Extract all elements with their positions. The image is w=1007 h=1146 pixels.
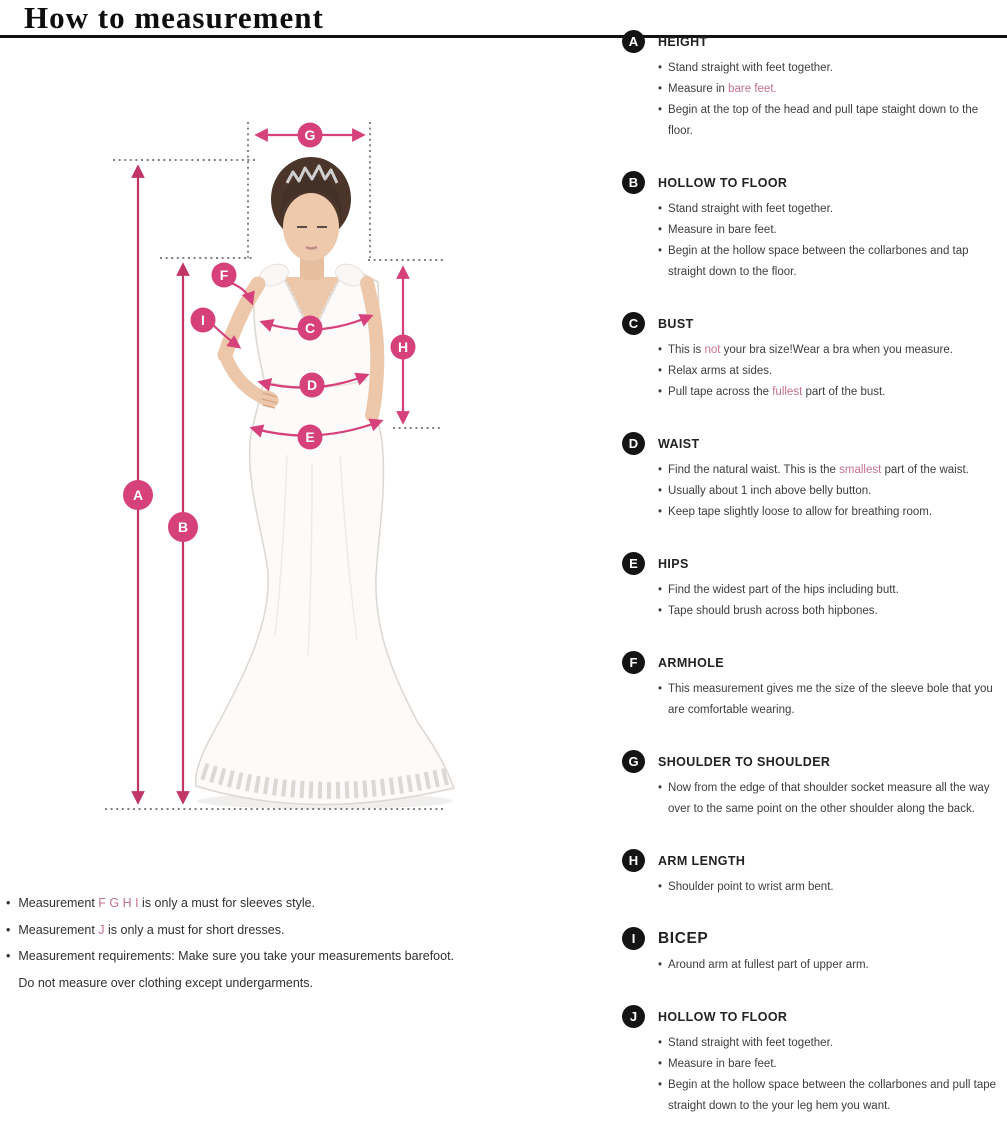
bullet-text: This is not your bra size!Wear a bra when you measure. [668, 344, 953, 356]
bullet-list [622, 778, 1004, 820]
diagram-marker-C [298, 316, 323, 341]
highlight-text: F G H I [98, 896, 139, 910]
bullet-marker: • [658, 1079, 663, 1091]
letter-badge-I: I [622, 927, 645, 950]
bullet-marker: • [6, 949, 11, 963]
measurement-item-D [622, 432, 1004, 523]
note-text: Measurement F G H I is only a must for sleeves style. [18, 896, 316, 910]
bullet-item [658, 1054, 1004, 1075]
page-title: How to measurement [24, 0, 324, 35]
bullet-text: Find the natural waist. This is the smallest part of the waist. [668, 464, 969, 476]
letter-badge-C: C [622, 312, 645, 335]
measurement-item-H [622, 849, 1004, 898]
bullet-list [622, 580, 1004, 622]
bullet-marker: • [6, 922, 11, 937]
bullet-list [622, 955, 1004, 976]
bullet-item [658, 1033, 1004, 1054]
bullet-list [622, 460, 1004, 523]
bullet-text: Around arm at fullest part of upper arm. [668, 959, 869, 971]
bullet-list [622, 877, 1004, 898]
bullet-marker: • [658, 605, 663, 617]
bullet-item [658, 199, 1004, 220]
marker-letter-B: B [177, 519, 189, 535]
model-figure [196, 157, 454, 809]
bullet-marker: • [658, 224, 663, 236]
bullet-text: Stand straight with feet together. [668, 62, 833, 74]
bullet-item [658, 58, 1004, 79]
marker-letter-E: E [305, 429, 315, 445]
bullet-text: Pull tape across the fullest part of the bust. [668, 386, 886, 398]
measurement-item-C [622, 312, 1004, 403]
note-item-1 [6, 890, 601, 917]
bullet-marker: • [658, 83, 663, 95]
letter-badge-H: H [622, 849, 645, 872]
bullet-text: Find the widest part of the hips including butt. [668, 584, 899, 596]
bullet-text: Measure in bare feet. [668, 83, 777, 95]
diagram-marker-E [298, 425, 323, 450]
bullet-text: Tape should brush across both hipbones. [668, 605, 878, 617]
bullet-text: Measure in bare feet. [668, 224, 777, 236]
bullet-marker: • [658, 62, 663, 74]
bullet-list [622, 679, 1004, 721]
bullet-marker: • [658, 881, 663, 893]
measurement-heading-row [622, 1005, 1004, 1028]
measurement-title: WAIST [658, 436, 700, 451]
measurement-heading-row [622, 312, 1004, 335]
diagram-marker-F [212, 263, 237, 288]
diagram-marker-D [300, 373, 325, 398]
bullet-marker: • [658, 245, 663, 257]
bullet-marker: • [658, 1037, 663, 1049]
diagram-marker-H [391, 335, 416, 360]
bullet-item [658, 481, 1004, 502]
measurement-item-A [622, 30, 1004, 142]
letter-badge-D: D [622, 432, 645, 455]
bullet-text: Relax arms at sides. [668, 365, 773, 377]
bullet-text: Begin at the hollow space between the collarbones and tap straight down to the floor. [668, 245, 969, 278]
bullet-text: Begin at the hollow space between the collarbones and pull tape straight down to the your leg hem you want. [668, 1079, 997, 1112]
bullet-marker: • [658, 959, 663, 971]
bullet-text: Begin at the top of the head and pull tape staight down to the floor. [668, 104, 979, 137]
bullet-item [658, 79, 1004, 100]
bullet-item [658, 601, 1004, 622]
bullet-text: Keep tape slightly loose to allow for breathing room. [668, 506, 933, 518]
measurement-item-J [622, 1005, 1004, 1117]
bullet-list [622, 340, 1004, 403]
measurement-item-E [622, 552, 1004, 622]
measurement-heading-row [622, 927, 1004, 950]
bullet-text: Shoulder point to wrist arm bent. [668, 881, 834, 893]
letter-badge-E: E [622, 552, 645, 575]
measurement-title: SHOULDER TO SHOULDER [658, 754, 831, 769]
letter-badge-B: B [622, 171, 645, 194]
bullet-item [658, 778, 1004, 820]
measurement-item-I [622, 927, 1004, 976]
bullet-list [622, 199, 1004, 283]
bullet-marker: • [658, 485, 663, 497]
bullet-item [658, 877, 1004, 898]
bullet-item [658, 340, 1004, 361]
bullet-item [658, 1075, 1004, 1117]
bullet-marker: • [658, 683, 663, 695]
bullet-list [622, 58, 1004, 142]
measurement-item-B [622, 171, 1004, 283]
bullet-marker: • [658, 506, 663, 518]
bullet-marker: • [6, 896, 11, 910]
bullet-list [622, 1033, 1004, 1117]
bullet-item [658, 460, 1004, 481]
measurement-title: HIPS [658, 556, 689, 571]
note-item-2 [6, 917, 601, 944]
bullet-marker: • [658, 1058, 663, 1070]
bullet-text: Measure in bare feet. [668, 1058, 777, 1070]
highlight-text: J [98, 922, 105, 937]
measurement-title: HOLLOW TO FLOOR [658, 175, 788, 190]
measurement-heading-row [622, 30, 1004, 53]
bullet-marker: • [658, 386, 663, 398]
measurement-heading-row [622, 849, 1004, 872]
bullet-marker: • [658, 365, 663, 377]
bullet-item [658, 100, 1004, 142]
marker-letter-C: C [304, 320, 316, 336]
measurement-title: ARM LENGTH [658, 853, 746, 868]
measurement-title: ARMHOLE [658, 655, 724, 670]
measurement-title: HEIGHT [658, 34, 708, 49]
bullet-marker: • [658, 104, 663, 116]
diagram-marker-B [168, 512, 198, 542]
letter-badge-F: F [622, 651, 645, 674]
left-upper-arm [225, 284, 258, 355]
bullet-text: Stand straight with feet together. [668, 203, 833, 215]
bullet-text: Now from the edge of that shoulder socket measure all the way over to the same point on the other shoulder along the back. [668, 782, 990, 815]
bullet-marker: • [658, 203, 663, 215]
letter-badge-G: G [622, 750, 645, 773]
measurement-heading-row [622, 750, 1004, 773]
marker-letter-D: D [306, 377, 318, 393]
bullet-marker: • [658, 782, 663, 794]
note-text: Measurement requirements: Make sure you take your measurements barefoot. Do not measure over clothing except undergarments. [18, 949, 455, 990]
marker-letter-H: H [397, 339, 409, 355]
measurement-heading-row [622, 651, 1004, 674]
note-item-3 [6, 943, 601, 996]
bullet-marker: • [658, 344, 663, 356]
diagram-marker-G [298, 123, 323, 148]
measurement-title: HOLLOW TO FLOOR [658, 1009, 788, 1024]
measurement-title: BICEP [658, 929, 709, 947]
highlight-text: smallest [839, 464, 882, 476]
note-text: Measurement J is only a must for short dresses. [18, 922, 285, 937]
highlight-text: bare feet. [728, 83, 777, 95]
notes-list [6, 890, 601, 996]
bullet-text: Usually about 1 inch above belly button. [668, 485, 872, 497]
measurement-diagram [25, 95, 505, 835]
bullet-item [658, 955, 1004, 976]
bullet-item [658, 679, 1004, 721]
marker-letter-I: I [201, 312, 205, 328]
bullet-item [658, 502, 1004, 523]
measurement-heading-row [622, 552, 1004, 575]
bullet-item [658, 241, 1004, 283]
bullet-item [658, 361, 1004, 382]
letter-badge-A: A [622, 30, 645, 53]
left-forearm [225, 355, 262, 397]
bullet-marker: • [658, 584, 663, 596]
bullet-item [658, 580, 1004, 601]
bullet-text: This measurement gives me the size of the sleeve bole that you are comfortable wearing. [668, 683, 993, 716]
measurement-heading-row [622, 171, 1004, 194]
letter-badge-J: J [622, 1005, 645, 1028]
marker-letter-G: G [304, 127, 316, 143]
highlight-text: fullest [772, 386, 803, 398]
measurement-item-G [622, 750, 1004, 820]
measurement-heading-row [622, 432, 1004, 455]
diagram-marker-A [123, 480, 153, 510]
marker-letter-A: A [132, 487, 144, 503]
bullet-item [658, 382, 1004, 403]
measurement-item-F [622, 651, 1004, 721]
highlight-text: not [704, 344, 721, 356]
measurement-list [622, 30, 1004, 1146]
bullet-item [658, 220, 1004, 241]
diagram-marker-I [191, 308, 216, 333]
measurement-title: BUST [658, 316, 694, 331]
face [283, 193, 339, 261]
marker-letter-F: F [219, 267, 229, 283]
bullet-marker: • [658, 464, 663, 476]
bullet-text: Stand straight with feet together. [668, 1037, 833, 1049]
